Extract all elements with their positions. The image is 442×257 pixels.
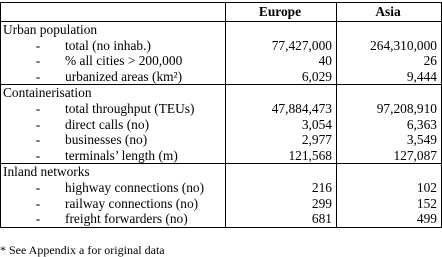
section-spacer <box>226 85 337 101</box>
section-title-row <box>1 164 442 180</box>
section-spacer <box>337 22 442 38</box>
row-label-text: urbanized areas (km²) <box>65 68 183 84</box>
footnote: * See Appendix a for original data <box>0 243 165 257</box>
row-label-text: businesses (no) <box>65 132 148 148</box>
table-row <box>1 196 442 212</box>
dash-bullet: - <box>35 100 41 116</box>
section-spacer <box>226 22 337 38</box>
asia-value: 264,310,000 <box>337 38 442 54</box>
row-label <box>1 53 226 69</box>
dash-bullet: - <box>35 179 41 195</box>
asia-value: 6,363 <box>337 117 442 133</box>
header-europe: Europe <box>226 3 337 22</box>
row-label-text: % all cities > 200,000 <box>65 53 183 69</box>
section-title: Containerisation <box>1 85 226 101</box>
europe-value: 40 <box>226 53 337 69</box>
row-label-text: railway connections (no) <box>65 195 199 211</box>
europe-value: 3,054 <box>226 117 337 133</box>
section-spacer <box>337 164 442 180</box>
header-blank <box>1 3 226 22</box>
row-label-text: total throughput (TEUs) <box>65 100 195 116</box>
europe-value: 6,029 <box>226 69 337 85</box>
table-row <box>1 69 442 85</box>
row-label <box>1 117 226 133</box>
data-table <box>0 2 442 228</box>
table-row <box>1 211 442 227</box>
asia-value: 26 <box>337 53 442 69</box>
dash-bullet: - <box>35 116 41 132</box>
dash-bullet: - <box>35 147 41 163</box>
row-label <box>1 38 226 54</box>
row-label-text: highway connections (no) <box>65 179 205 195</box>
section-title: Inland networks <box>1 164 226 180</box>
section-title-row <box>1 22 442 38</box>
row-label <box>1 69 226 85</box>
europe-value: 47,884,473 <box>226 101 337 117</box>
asia-value: 97,208,910 <box>337 101 442 117</box>
europe-value: 77,427,000 <box>226 38 337 54</box>
asia-value: 152 <box>337 196 442 212</box>
dash-bullet: - <box>35 68 41 84</box>
section-title: Urban population <box>1 22 226 38</box>
europe-value: 216 <box>226 180 337 196</box>
asia-value: 3,549 <box>337 132 442 148</box>
europe-value: 681 <box>226 211 337 227</box>
row-label-text: direct calls (no) <box>65 116 150 132</box>
row-label <box>1 132 226 148</box>
section-spacer <box>226 164 337 180</box>
table-row <box>1 117 442 133</box>
section-title-row <box>1 85 442 101</box>
dash-bullet: - <box>35 211 41 227</box>
header-asia: Asia <box>337 3 442 22</box>
asia-value: 499 <box>337 211 442 227</box>
row-label <box>1 148 226 164</box>
asia-value: 102 <box>337 180 442 196</box>
row-label <box>1 180 226 196</box>
europe-value: 299 <box>226 196 337 212</box>
table-row <box>1 38 442 54</box>
row-label-text: freight forwarders (no) <box>65 211 188 227</box>
table-row <box>1 53 442 69</box>
header-row <box>1 3 442 22</box>
section-spacer <box>337 85 442 101</box>
asia-value: 9,444 <box>337 69 442 85</box>
row-label <box>1 196 226 212</box>
table-row <box>1 132 442 148</box>
row-label <box>1 211 226 227</box>
dash-bullet: - <box>35 195 41 211</box>
row-label-text: total (no inhab.) <box>65 37 151 53</box>
row-label <box>1 101 226 117</box>
asia-value: 127,087 <box>337 148 442 164</box>
europe-value: 2,977 <box>226 132 337 148</box>
table-row <box>1 180 442 196</box>
dash-bullet: - <box>35 37 41 53</box>
row-label-text: terminals’ length (m) <box>65 147 178 163</box>
dash-bullet: - <box>35 132 41 148</box>
europe-value: 121,568 <box>226 148 337 164</box>
dash-bullet: - <box>35 53 41 69</box>
table-row <box>1 101 442 117</box>
table-row <box>1 148 442 164</box>
